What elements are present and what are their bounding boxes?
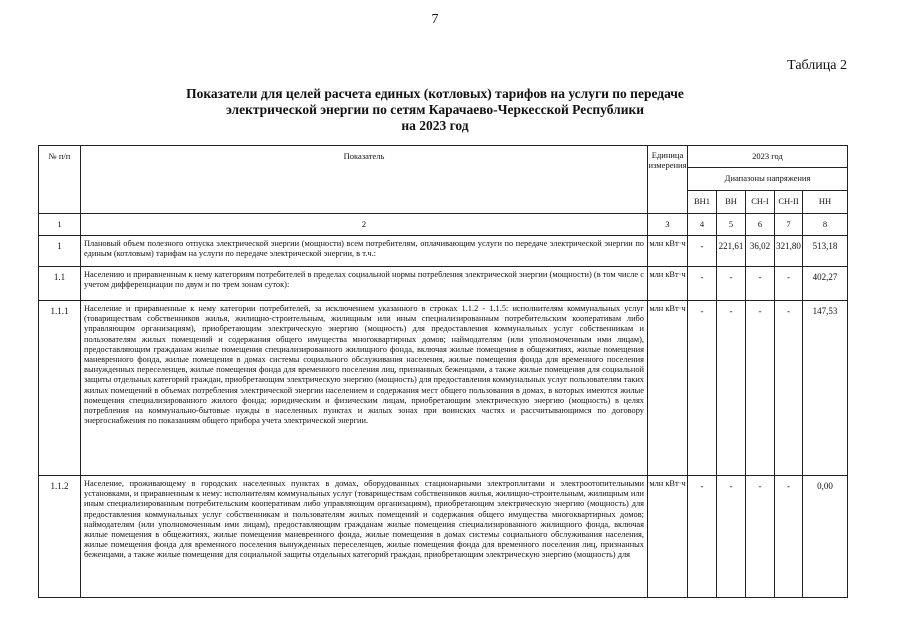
table-row: [39, 476, 848, 598]
value-vn: -: [717, 301, 746, 476]
row-unit: млн кВт·ч: [648, 267, 688, 301]
value-sn1: 36,02: [746, 236, 775, 267]
column-index: 2: [81, 214, 648, 236]
header-voltage-sn1: СН-I: [746, 191, 775, 214]
row-indicator-text: Населению и приравненным к нему категориям потребителей в пределах социальной нормы потребления электрической энергии (мощности) (в том числе с учетом дифференциации по двум и по трем зонам суток):: [81, 267, 648, 301]
column-index: 5: [717, 214, 746, 236]
header-year: 2023 год: [688, 146, 848, 168]
title-line: электрической энергии по сетям Карачаево-Черкесской Республики: [225, 102, 645, 117]
header-indicator: Показатель: [81, 146, 648, 214]
header-row-number: № п/п: [39, 146, 81, 214]
value-vn1: -: [688, 301, 717, 476]
value-vn1: -: [688, 236, 717, 267]
value-sn2: 321,80: [775, 236, 803, 267]
column-index: 7: [775, 214, 803, 236]
value-vn: 221,61: [717, 236, 746, 267]
value-vn1: -: [688, 476, 717, 598]
value-nn: 147,53: [803, 301, 848, 476]
column-index: 8: [803, 214, 848, 236]
value-vn: -: [717, 476, 746, 598]
value-sn1: -: [746, 301, 775, 476]
row-unit: млн кВт·ч: [648, 476, 688, 598]
value-sn1: -: [746, 476, 775, 598]
row-number: 1.1.2: [39, 476, 81, 598]
table-row: [39, 267, 848, 301]
value-vn1: -: [688, 267, 717, 301]
column-index: 4: [688, 214, 717, 236]
row-unit: млн кВт·ч: [648, 301, 688, 476]
header-voltage-sn2: СН-II: [775, 191, 803, 214]
title-line: на 2023 год: [401, 118, 469, 133]
column-index-row: [39, 214, 848, 236]
tariff-indicators-table: [38, 145, 848, 598]
value-sn2: -: [775, 301, 803, 476]
value-sn1: -: [746, 267, 775, 301]
column-index: 1: [39, 214, 81, 236]
row-number: 1.1: [39, 267, 81, 301]
document-title: [170, 86, 700, 134]
value-sn2: -: [775, 267, 803, 301]
row-number: 1.1.1: [39, 301, 81, 476]
header-voltage-vn: ВН: [717, 191, 746, 214]
value-vn: -: [717, 267, 746, 301]
row-indicator-text: Население и приравненные к нему категории потребителей, за исключением указанного в строках 1.1.2 - 1.1.5: исполнителям коммунальных услуг (товариществам собственников жилья, жилищно-строительным, жилищным или иным специализированным потребительским кооперативам либо управляющим организациям), приобретающим электрическую энергию (мощность) для предоставления коммунальных услуг собственникам и пользователям жилых помещений и содержания общего имущества многоквартирных домов; наймодателям (или уполномоченным ими лицам), предоставляющим гражданам жилые помещения специализированного жилищного фонда, включая жилые помещения в общежитиях, жилые помещения маневренного фонда, жилые помещения в домах системы социального обслуживания населения, жилые помещения фонда для временного поселения вынужденных переселенцев, жилые помещения фонда для временного поселения лиц, признанных беженцами, а также жилые помещения для социальной защиты отдельных категорий граждан, приобретающим электрическую энергию (мощность) для предоставления коммунальных услуг пользователям таких жилых помещений в объемах потребления электрической энергии населением и содержания мест общего пользования в домах, в которых имеются жилые помещения специализированного жилого фонда; юридическим и физическим лицам, приобретающим электрическую энергию (мощность) в целях потребления на коммунально-бытовые нужды в населенных пунктах и жилых зонах при воинских частях и рассчитывающимся по договору энергоснабжения по показаниям общего прибора учета электрической энергии.: [81, 301, 648, 476]
value-nn: 0,00: [803, 476, 848, 598]
table-row: [39, 301, 848, 476]
header-voltage-ranges: Диапазоны напряжения: [688, 168, 848, 191]
table-row: [39, 236, 848, 267]
column-index: 6: [746, 214, 775, 236]
row-unit: млн кВт·ч: [648, 236, 688, 267]
row-indicator-text: Плановый объем полезного отпуска электрической энергии (мощности) всем потребителям, оплачивающим услуги по передаче электрической энергии по единым (котловым) тарифам на услуги по передаче электрической энергии, в т.ч.:: [81, 236, 648, 267]
row-indicator-text: Население, проживающему в городских населенных пунктах в домах, оборудованных стационарными электроплитами и электроотопительными установками, и приравненным к нему: исполнителям коммунальных услуг (товариществам собственников жилья, жилищно-строительным, жилищным или иным специализированным потребительским кооперативам либо управляющим организациям), приобретающим электрическую энергию (мощность) для предоставления коммунальных услуг собственникам и пользователям жилых помещений и содержания общего имущества многоквартирных домов; наймодателям (или уполномоченным ими лицам), предоставляющим гражданам жилые помещения специализированного жилищного фонда, включая жилые помещения в общежитиях, жилые помещения маневренного фонда, жилые помещения в домах системы социального обслуживания населения, жилые помещения фонда для временного поселения вынужденных переселенцев, жилые помещения фонда для временного поселения лиц, признанных беженцами, а также жилые помещения для социальной защиты отдельных категорий граждан, приобретающим электрическую энергию (мощность) для: [81, 476, 648, 598]
value-nn: 402,27: [803, 267, 848, 301]
table-label: Таблица 2: [787, 58, 847, 73]
value-nn: 513,18: [803, 236, 848, 267]
header-voltage-nn: НН: [803, 191, 848, 214]
row-number: 1: [39, 236, 81, 267]
value-sn2: -: [775, 476, 803, 598]
header-unit: Единица измерения: [648, 146, 688, 214]
header-voltage-vn1: ВН1: [688, 191, 717, 214]
column-index: 3: [648, 214, 688, 236]
title-line: Показатели для целей расчета единых (котловых) тарифов на услуги по передаче: [186, 86, 684, 101]
page-number: 7: [431, 12, 439, 27]
